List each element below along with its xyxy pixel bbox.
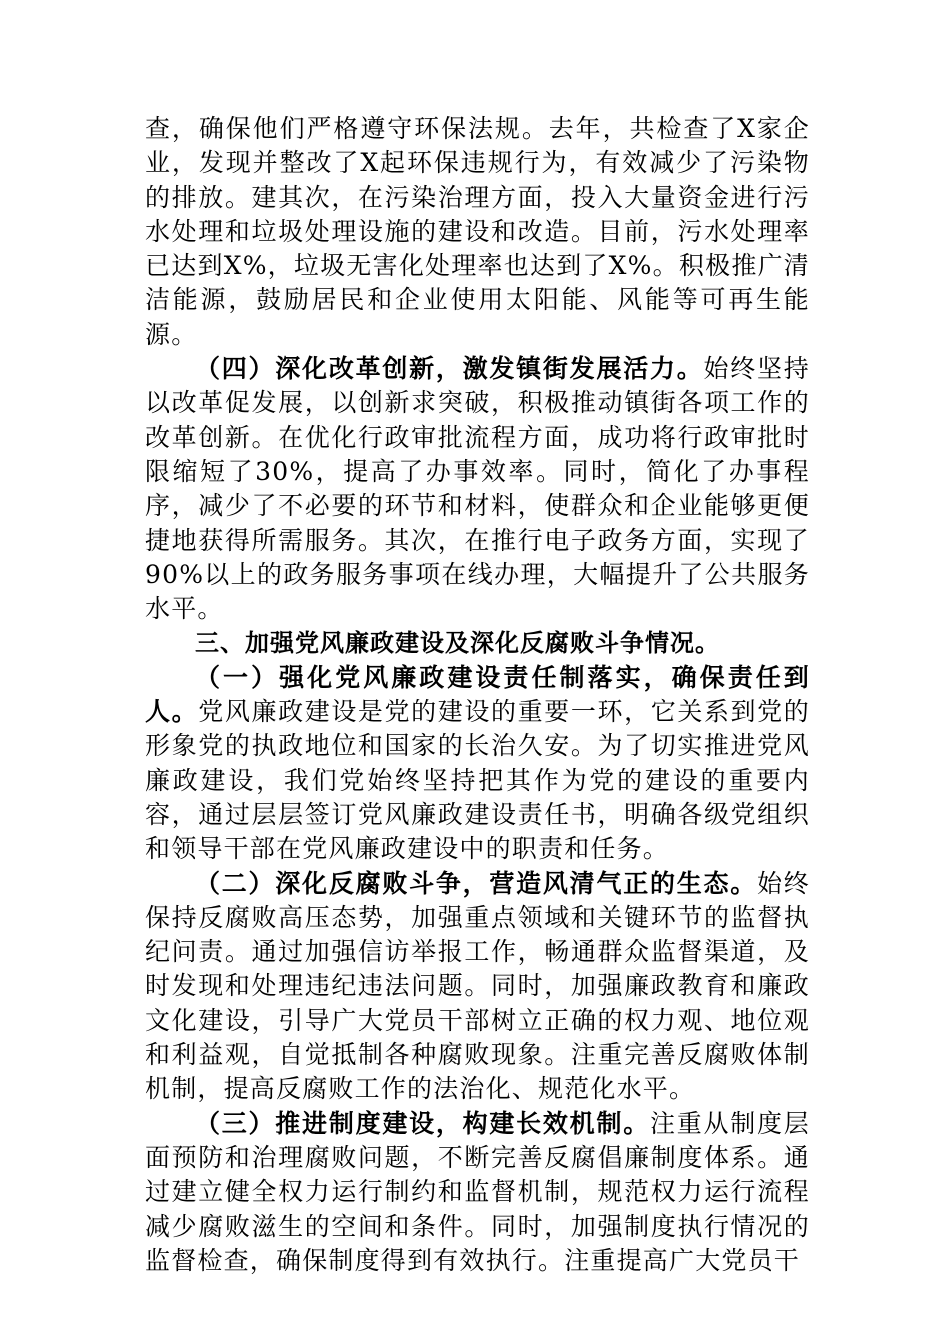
paragraph-institution-building	[145, 1107, 810, 1278]
paragraph-continued	[145, 112, 810, 352]
paragraph-lead: （三）推进制度建设，构建长效机制。	[195, 1108, 650, 1138]
paragraph-text: 党风廉政建设是党的建设的重要一环，它关系到党的形象党的执政地位和国家的长治久安。为了切实推进党风廉政建设，我们党始终坚持把其作为党的建设的重要内容，通过层层签订党风廉政建设责任书，明确各级党组织和领导干部在党风廉政建设中的职责和任务。	[145, 697, 810, 864]
paragraph-lead: （二）深化反腐败斗争，营造风清气正的生态。	[195, 868, 758, 898]
paragraph-lead: （一）强化党风廉政建设责任制落实，确保责任到人。	[145, 662, 810, 727]
paragraph-text: 始终坚持以改革促发展，以创新求突破，积极推动镇街各项工作的改革创新。在优化行政审批流程方面，成功将行政审批时限缩短了30%，提高了办事效率。同时，简化了办事程序，减少了不必要的环节和材料，使群众和企业能够更便捷地获得所需服务。其次，在推行电子政务方面，实现了90%以上的政务服务事项在线办理，大幅提升了公共服务水平。	[145, 354, 810, 624]
section-heading: 三、加强党风廉政建设及深化反腐败斗争情况。	[195, 629, 720, 658]
paragraph-text: 始终保持反腐败高压态势，加强重点领域和关键环节的监督执纪问责。通过加强信访举报工作，畅通群众监督渠道，及时发现和处理违纪违法问题。同时，加强廉政教育和廉政文化建设，引导广大党员干部树立正确的权力观、地位观和利益观，自觉抵制各种腐败现象。注重完善反腐败体制机制，提高反腐败工作的法治化、规范化水平。	[145, 868, 810, 1104]
paragraph-text: 注重从制度层面预防和治理腐败问题，不断完善反腐倡廉制度体系。通过建立健全权力运行制约和监督机制，规范权力运行流程减少腐败滋生的空间和条件。同时，加强制度执行情况的监督检查，确保制度得到有效执行。注重提高广大党员干	[145, 1108, 811, 1275]
paragraph-lead: （四）深化改革创新，激发镇街发展活力。	[195, 354, 704, 384]
paragraph-responsibility-system	[145, 661, 810, 867]
paragraph-reform-innovation	[145, 352, 810, 626]
paragraph-text: 查，确保他们严格遵守环保法规。去年，共检查了X家企业，发现并整改了X起环保违规行为，有效减少了污染物的排放。建其次，在污染治理方面，投入大量资金进行污水处理和垃圾处理设施的建设和改造。目前，污水处理率已达到X%，垃圾无害化处理率也达到了X%。积极推广清洁能源，鼓励居民和企业使用太阳能、风能等可再生能源。	[145, 114, 810, 349]
paragraph-anti-corruption	[145, 867, 810, 1107]
document-body	[145, 112, 810, 1278]
